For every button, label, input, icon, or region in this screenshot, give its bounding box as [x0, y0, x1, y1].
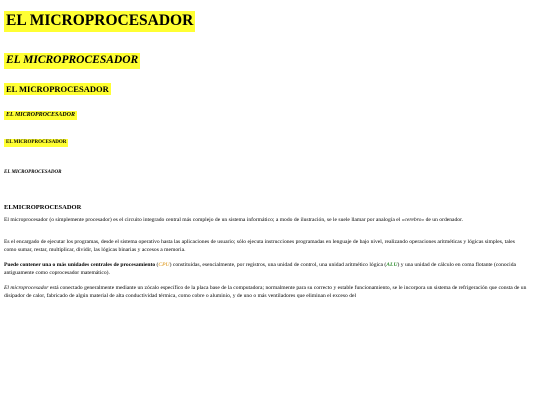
p1-emphasis: «cerebro»	[401, 217, 425, 223]
paragraph-cooling	[4, 284, 528, 300]
heading-6: EL MICROPROCESADOR	[4, 170, 62, 175]
p3-text-after: ) y una unidad de cálculo en coma flotante (conocida antiguamente como coprocesador matemático).	[4, 262, 516, 277]
p1-text-after: de un ordenador.	[424, 217, 464, 223]
p1-text-before: El microprocesador (o simplemente procesador) es el circuito integrado central más complejo de un sistema informático; a modo de ilustración, se le suele llamar por analogía el	[4, 217, 402, 223]
section-title: ELMICROPROCESADOR	[4, 204, 82, 211]
p4-italic-lead: El microprocesador	[4, 285, 49, 291]
heading-1: EL MICROPROCESADOR	[4, 11, 195, 32]
p3-bold-lead: Puede contener una o más unidades centrales de procesamiento	[4, 262, 156, 268]
alu-term: ALU	[386, 262, 398, 268]
paragraph-function	[4, 238, 528, 254]
p3-mid: ) constituidas, esencialmente, por registros, una unidad de control, una unidad aritmético lógica (	[169, 262, 387, 268]
heading-4: EL MICROPROCESADOR	[4, 111, 77, 120]
p2-text: Es el encargado de ejecutar los programas, desde el sistema operativo hasta las aplicaciones de usuario; sólo ejecuta instrucciones programadas en lenguaje de bajo nivel, realizando operaciones aritméticas y lógicas simples, tales como sumar, restar, multiplicar, dividir, las lógicas binarias y accesos a memoria.	[4, 239, 515, 254]
p3-open: (	[155, 262, 159, 268]
paragraph-intro	[4, 216, 528, 224]
heading-5: EL MICROPROCESADOR	[6, 140, 67, 145]
paragraph-components	[4, 261, 528, 277]
heading-3: EL MICROPROCESADOR	[6, 84, 109, 94]
p4-text: está conectado generalmente mediante un zócalo específico de la placa base de la computadora; normalmente para su correcto y estable funcionamiento, se le incorpora un sistema de refrigeración que consta de un disipador de calor, fabricado de algún material de alta conductividad térmica, como cobre o aluminio, y de uno o más ventiladores que eliminan el exceso del	[4, 285, 527, 300]
heading-2: EL MICROPROCESADOR	[4, 53, 140, 69]
cpu-term: CPU	[158, 262, 170, 268]
